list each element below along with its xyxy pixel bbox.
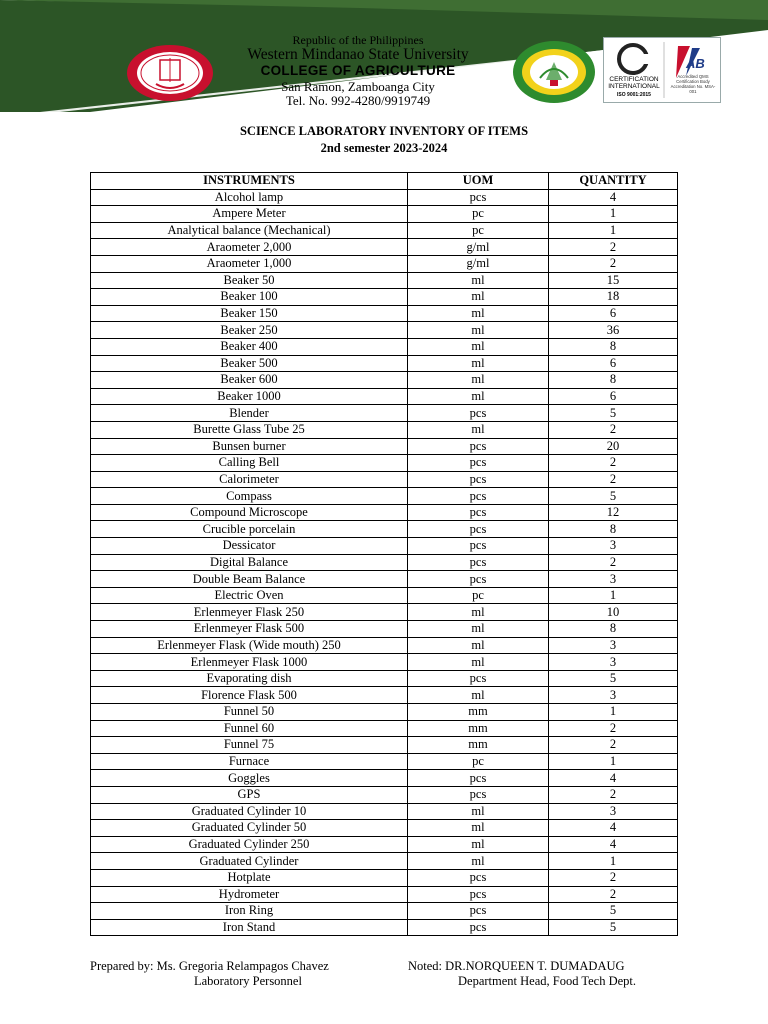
instrument-cell: Araometer 1,000	[91, 255, 408, 272]
table-row	[91, 919, 678, 936]
table-body	[91, 189, 678, 936]
table-row	[91, 704, 678, 721]
table-row	[91, 571, 678, 588]
quantity-cell: 36	[549, 322, 678, 339]
uom-cell: pcs	[408, 471, 549, 488]
telephone-text: Tel. No. 992-4280/9919749	[285, 92, 431, 108]
instrument-cell: Beaker 250	[91, 322, 408, 339]
table-row	[91, 421, 678, 438]
table-row	[91, 206, 678, 223]
uom-cell: ml	[408, 289, 549, 306]
uom-cell: ml	[408, 836, 549, 853]
table-row	[91, 405, 678, 422]
quantity-cell: 4	[549, 836, 678, 853]
quantity-cell: 8	[549, 521, 678, 538]
table-row	[91, 521, 678, 538]
uom-cell: ml	[408, 637, 549, 654]
address-text: San Ramon, Zamboanga City	[281, 79, 435, 95]
prepared-by-text: Prepared by: Ms. Gregoria Relampagos Chavez	[90, 959, 329, 973]
header-quantity: QUANTITY	[549, 173, 678, 190]
uom-cell: pc	[408, 222, 549, 239]
instrument-cell: Beaker 150	[91, 305, 408, 322]
table-row	[91, 720, 678, 737]
uom-cell: ml	[408, 654, 549, 671]
uom-cell: pc	[408, 206, 549, 223]
uom-cell: ml	[408, 853, 549, 870]
table-row	[91, 554, 678, 571]
uom-cell: pcs	[408, 770, 549, 787]
uom-cell: pcs	[408, 405, 549, 422]
table-row	[91, 820, 678, 837]
table-row	[91, 654, 678, 671]
uom-cell: pcs	[408, 438, 549, 455]
instrument-cell: Ampere Meter	[91, 206, 408, 223]
instrument-cell: Graduated Cylinder 50	[91, 820, 408, 837]
quantity-cell: 2	[549, 455, 678, 472]
instrument-cell: Beaker 600	[91, 372, 408, 389]
table-row	[91, 255, 678, 272]
instrument-cell: Erlenmeyer Flask (Wide mouth) 250	[91, 637, 408, 654]
instrument-cell: Compass	[91, 488, 408, 505]
table-row	[91, 853, 678, 870]
instrument-cell: Double Beam Balance	[91, 571, 408, 588]
quantity-cell: 8	[549, 372, 678, 389]
instrument-cell: Compound Microscope	[91, 504, 408, 521]
instrument-cell: Calorimeter	[91, 471, 408, 488]
quantity-cell: 6	[549, 388, 678, 405]
uom-cell: pcs	[408, 886, 549, 903]
instrument-cell: Analytical balance (Mechanical)	[91, 222, 408, 239]
quantity-cell: 4	[549, 770, 678, 787]
instrument-cell: Florence Flask 500	[91, 687, 408, 704]
table-row	[91, 471, 678, 488]
instrument-cell: Iron Ring	[91, 903, 408, 920]
quantity-cell: 15	[549, 272, 678, 289]
table-row	[91, 886, 678, 903]
table-row	[91, 587, 678, 604]
instrument-cell: Dessicator	[91, 538, 408, 555]
table-row	[91, 504, 678, 521]
instrument-cell: Graduated Cylinder 10	[91, 803, 408, 820]
table-row	[91, 289, 678, 306]
instrument-cell: Graduated Cylinder 250	[91, 836, 408, 853]
uom-cell: ml	[408, 272, 549, 289]
uom-cell: g/ml	[408, 255, 549, 272]
table-header-row	[91, 173, 678, 190]
quantity-cell: 1	[549, 206, 678, 223]
uom-cell: ml	[408, 621, 549, 638]
uom-cell: g/ml	[408, 239, 549, 256]
noted-by-block	[408, 959, 636, 989]
uom-cell: pcs	[408, 504, 549, 521]
table-row	[91, 637, 678, 654]
instrument-cell: Hydrometer	[91, 886, 408, 903]
instrument-cell: Evaporating dish	[91, 670, 408, 687]
quantity-cell: 5	[549, 903, 678, 920]
quantity-cell: 1	[549, 704, 678, 721]
instrument-cell: Beaker 1000	[91, 388, 408, 405]
header-instruments: INSTRUMENTS	[91, 173, 408, 190]
instrument-cell: Erlenmeyer Flask 1000	[91, 654, 408, 671]
iso-certification-logo	[603, 37, 721, 103]
instrument-cell: Burette Glass Tube 25	[91, 421, 408, 438]
ab-accreditation-text: Accredited QMS Certification Body Accreditation No. MSA-001	[670, 74, 716, 94]
uom-cell: pcs	[408, 554, 549, 571]
quantity-cell: 4	[549, 820, 678, 837]
table-row	[91, 903, 678, 920]
instrument-cell: Goggles	[91, 770, 408, 787]
quantity-cell: 12	[549, 504, 678, 521]
table-row	[91, 786, 678, 803]
instrument-cell: Digital Balance	[91, 554, 408, 571]
instrument-cell: Araometer 2,000	[91, 239, 408, 256]
quantity-cell: 8	[549, 621, 678, 638]
table-row	[91, 687, 678, 704]
quantity-cell: 20	[549, 438, 678, 455]
uom-cell: pcs	[408, 455, 549, 472]
table-row	[91, 222, 678, 239]
table-row	[91, 272, 678, 289]
quantity-cell: 3	[549, 538, 678, 555]
uom-cell: pc	[408, 753, 549, 770]
instrument-cell: Beaker 50	[91, 272, 408, 289]
table-row	[91, 753, 678, 770]
quantity-cell: 18	[549, 289, 678, 306]
table-row	[91, 338, 678, 355]
table-row	[91, 438, 678, 455]
table-row	[91, 737, 678, 754]
uom-cell: ml	[408, 338, 549, 355]
uom-cell: ml	[408, 820, 549, 837]
instrument-cell: Erlenmeyer Flask 250	[91, 604, 408, 621]
uom-cell: ml	[408, 372, 549, 389]
table-row	[91, 670, 678, 687]
uom-cell: ml	[408, 305, 549, 322]
quantity-cell: 1	[549, 587, 678, 604]
quantity-cell: 3	[549, 803, 678, 820]
quantity-cell: 2	[549, 239, 678, 256]
university-header	[228, 34, 488, 107]
quantity-cell: 1	[549, 853, 678, 870]
uom-cell: pcs	[408, 869, 549, 886]
uom-cell: ml	[408, 421, 549, 438]
quantity-cell: 3	[549, 571, 678, 588]
instrument-cell: GPS	[91, 786, 408, 803]
table-row	[91, 770, 678, 787]
uom-cell: ml	[408, 322, 549, 339]
uom-cell: pcs	[408, 189, 549, 206]
instrument-cell: Furnace	[91, 753, 408, 770]
instrument-cell: Erlenmeyer Flask 500	[91, 621, 408, 638]
uom-cell: pcs	[408, 670, 549, 687]
uom-cell: pcs	[408, 521, 549, 538]
quantity-cell: 2	[549, 720, 678, 737]
noted-by-text: Noted: DR.NORQUEEN T. DUMADAUG	[408, 959, 625, 973]
uom-cell: pcs	[408, 488, 549, 505]
document-title: SCIENCE LABORATORY INVENTORY OF ITEMS	[239, 124, 529, 138]
table-row	[91, 305, 678, 322]
quantity-cell: 6	[549, 355, 678, 372]
inventory-table	[90, 172, 678, 936]
instrument-cell: Iron Stand	[91, 919, 408, 936]
table-row	[91, 372, 678, 389]
table-row	[91, 455, 678, 472]
uom-cell: ml	[408, 687, 549, 704]
prepared-by-role: Laboratory Personnel	[194, 974, 302, 988]
instrument-cell: Graduated Cylinder	[91, 853, 408, 870]
ab-mark: AB	[686, 56, 705, 71]
table-row	[91, 388, 678, 405]
university-name: Western Mindanao State University	[247, 45, 469, 63]
uom-cell: mm	[408, 704, 549, 721]
wmsu-seal-icon	[126, 44, 214, 102]
uom-cell: pcs	[408, 538, 549, 555]
quantity-cell: 2	[549, 737, 678, 754]
table-row	[91, 189, 678, 206]
instrument-cell: Bunsen burner	[91, 438, 408, 455]
table-row	[91, 869, 678, 886]
uom-cell: ml	[408, 388, 549, 405]
instrument-cell: Hotplate	[91, 869, 408, 886]
college-name: COLLEGE OF AGRICULTURE	[260, 62, 456, 78]
instrument-cell: Beaker 400	[91, 338, 408, 355]
quantity-cell: 1	[549, 222, 678, 239]
table-row	[91, 803, 678, 820]
table-row	[91, 488, 678, 505]
table-row	[91, 322, 678, 339]
instrument-cell: Alcohol lamp	[91, 189, 408, 206]
instrument-cell: Crucible porcelain	[91, 521, 408, 538]
table-row	[91, 355, 678, 372]
quantity-cell: 6	[549, 305, 678, 322]
uom-cell: pc	[408, 587, 549, 604]
table-row	[91, 239, 678, 256]
instrument-cell: Calling Bell	[91, 455, 408, 472]
quantity-cell: 8	[549, 338, 678, 355]
table-row	[91, 604, 678, 621]
header-uom: UOM	[408, 173, 549, 190]
instrument-cell: Beaker 500	[91, 355, 408, 372]
noted-by-role: Department Head, Food Tech Dept.	[458, 974, 637, 988]
quantity-cell: 2	[549, 255, 678, 272]
quantity-cell: 10	[549, 604, 678, 621]
quantity-cell: 1	[549, 753, 678, 770]
table-row	[91, 538, 678, 555]
quantity-cell: 3	[549, 637, 678, 654]
quantity-cell: 5	[549, 670, 678, 687]
certification-text: CERTIFICATION INTERNATIONAL	[608, 76, 660, 90]
quantity-cell: 5	[549, 405, 678, 422]
table-row	[91, 621, 678, 638]
uom-cell: pcs	[408, 903, 549, 920]
quantity-cell: 5	[549, 488, 678, 505]
uom-cell: pcs	[408, 571, 549, 588]
uom-cell: ml	[408, 803, 549, 820]
instrument-cell: Electric Oven	[91, 587, 408, 604]
instrument-cell: Funnel 50	[91, 704, 408, 721]
document-subtitle: 2nd semester 2023-2024	[320, 141, 448, 155]
quantity-cell: 5	[549, 919, 678, 936]
instrument-cell: Funnel 75	[91, 737, 408, 754]
uom-cell: ml	[408, 604, 549, 621]
republic-text: Republic of the Philippines	[292, 33, 424, 47]
quantity-cell: 3	[549, 654, 678, 671]
quantity-cell: 2	[549, 471, 678, 488]
agriculture-seal-icon	[512, 40, 596, 104]
instrument-cell: Blender	[91, 405, 408, 422]
quantity-cell: 2	[549, 554, 678, 571]
uom-cell: ml	[408, 355, 549, 372]
quantity-cell: 4	[549, 189, 678, 206]
uom-cell: mm	[408, 720, 549, 737]
uom-cell: mm	[408, 737, 549, 754]
instrument-cell: Funnel 60	[91, 720, 408, 737]
quantity-cell: 2	[549, 886, 678, 903]
quantity-cell: 2	[549, 786, 678, 803]
quantity-cell: 2	[549, 869, 678, 886]
instrument-cell: Beaker 100	[91, 289, 408, 306]
prepared-by-block	[90, 959, 329, 989]
table-row	[91, 836, 678, 853]
uom-cell: pcs	[408, 786, 549, 803]
quantity-cell: 2	[549, 421, 678, 438]
iso-text: ISO 9001:2015	[617, 92, 651, 98]
quantity-cell: 3	[549, 687, 678, 704]
uom-cell: pcs	[408, 919, 549, 936]
